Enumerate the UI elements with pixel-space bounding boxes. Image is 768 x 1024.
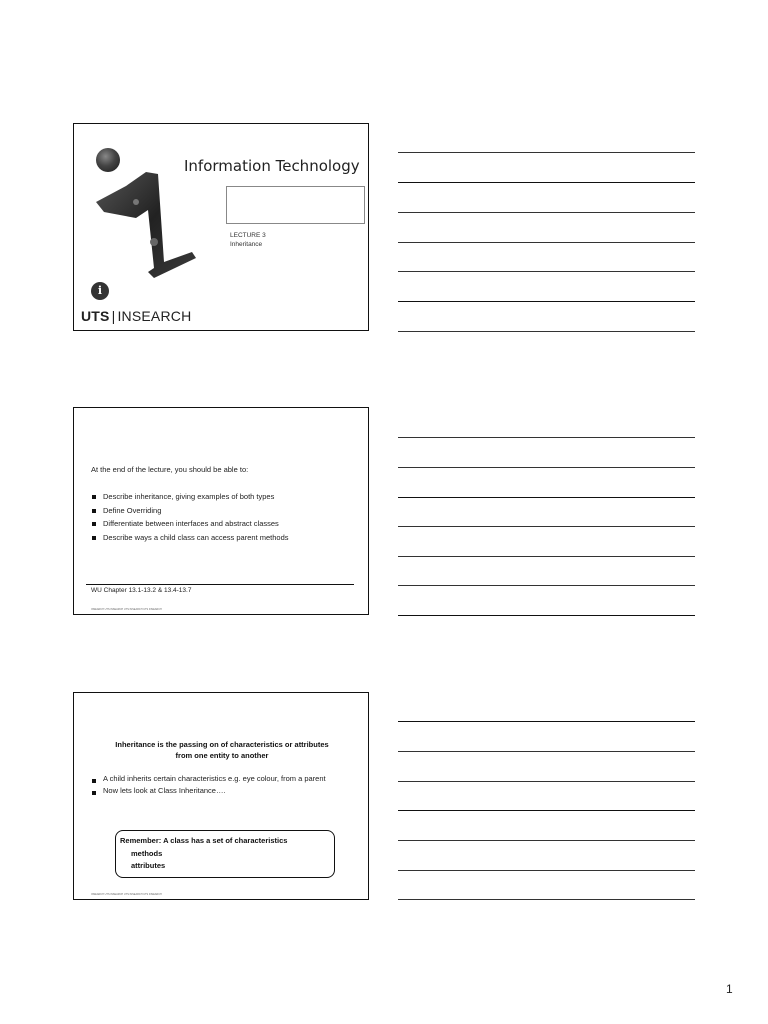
slide-footer: INSEARCH UTS INSEARCH UTS INSEARCH UTS INSEARCH xyxy=(91,608,162,611)
list-item: Differentiate between interfaces and abstract classes xyxy=(91,517,289,531)
reading-reference: WU Chapter 13.1-13.2 & 13.4-13.7 xyxy=(91,587,192,594)
note-line xyxy=(398,212,695,213)
slide-3-inheritance xyxy=(73,692,369,900)
slide-1-title xyxy=(73,123,369,331)
note-line xyxy=(398,526,695,527)
note-line xyxy=(398,242,695,243)
info-icon: i xyxy=(91,282,109,300)
heading-line-2: from one entity to another xyxy=(175,750,269,760)
objectives-intro: At the end of the lecture, you should be able to: xyxy=(91,465,249,474)
inheritance-list xyxy=(91,774,346,797)
objectives-list xyxy=(91,490,289,544)
note-line xyxy=(398,810,695,811)
list-item: Now lets look at Class Inheritance…. xyxy=(91,786,346,797)
presentation-title: Information Technology xyxy=(184,157,360,175)
uts-insearch-logo xyxy=(81,308,191,324)
note-line xyxy=(398,899,695,900)
note-line xyxy=(398,152,695,153)
list-item: Describe inheritance, giving examples of both types xyxy=(91,490,289,504)
note-line xyxy=(398,271,695,272)
lecture-topic: Inheritance xyxy=(230,241,263,248)
remember-line-3: attributes xyxy=(131,861,166,870)
note-line xyxy=(398,331,695,332)
note-line xyxy=(398,437,695,438)
logo-separator: | xyxy=(111,308,116,324)
logo-uts-text: UTS xyxy=(81,308,110,324)
note-line xyxy=(398,781,695,782)
note-line xyxy=(398,182,695,183)
list-item: Define Overriding xyxy=(91,504,289,518)
list-item: A child inherits certain characteristics e.g. eye colour, from a parent xyxy=(91,774,346,785)
note-line xyxy=(398,585,695,586)
list-item: Describe ways a child class can access parent methods xyxy=(91,531,289,545)
note-line xyxy=(398,751,695,752)
lecture-label: LECTURE 3 xyxy=(230,232,266,239)
note-line xyxy=(398,301,695,302)
slide-heading xyxy=(84,740,360,761)
logo-insearch-text: INSEARCH xyxy=(117,308,192,324)
heading-line-1: Inheritance is the passing on of characteristics or attributes xyxy=(115,740,329,749)
note-line xyxy=(398,497,695,498)
note-line xyxy=(398,840,695,841)
slide-2-objectives xyxy=(73,407,369,615)
page-number: 1 xyxy=(726,982,733,996)
remember-line-1: Remember: A class has a set of characteristics xyxy=(120,836,288,845)
number-one-graphic xyxy=(96,172,216,282)
note-line xyxy=(398,467,695,468)
title-placeholder-box xyxy=(226,186,365,224)
divider xyxy=(86,584,354,585)
remember-line-2: methods xyxy=(131,848,163,858)
note-line xyxy=(398,556,695,557)
remember-callout xyxy=(115,830,335,878)
note-line xyxy=(398,615,695,616)
globe-icon xyxy=(96,148,120,172)
note-line xyxy=(398,870,695,871)
slide-footer: INSEARCH UTS INSEARCH UTS INSEARCH UTS INSEARCH xyxy=(91,893,162,896)
note-line xyxy=(398,721,695,722)
